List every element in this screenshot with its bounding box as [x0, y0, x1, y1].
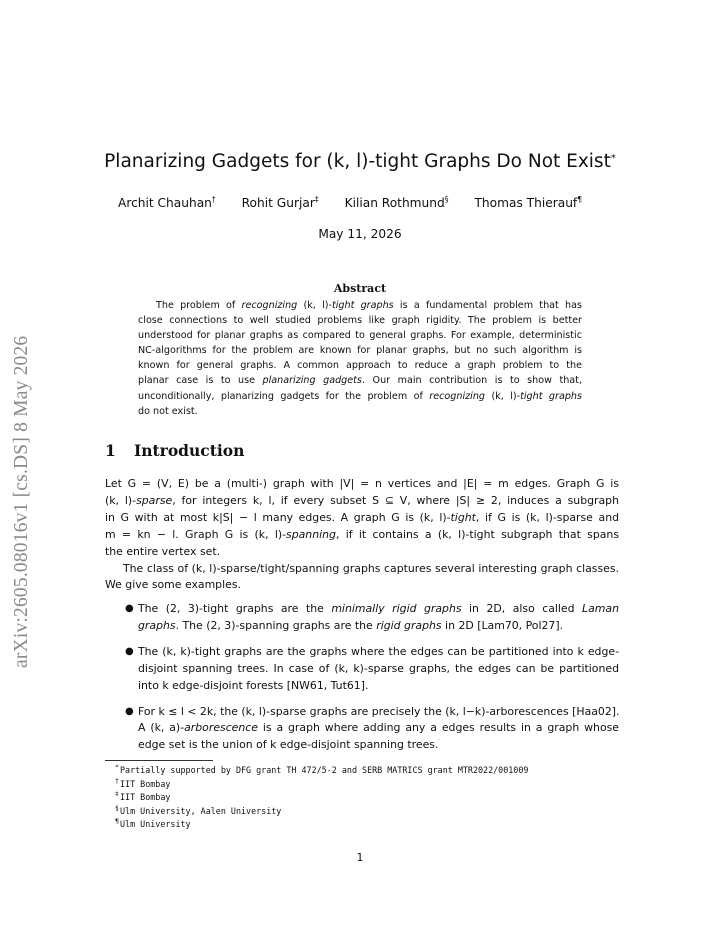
footnote-text: Partially supported by DFG grant TH 472/5-2 and SERB MATRICS grant MTR2022/001009: [120, 765, 529, 775]
author: [242, 195, 319, 210]
emphasized-term: arborescence: [184, 721, 258, 735]
body-line: Let G = (V, E) be a (multi-) graph with |V| = n vertices and |E| = m edges. Graph G is: [105, 477, 619, 490]
emphasized-term: tight graphs: [520, 390, 582, 402]
emphasized-term: recognizing: [241, 300, 298, 311]
footnotes: [115, 763, 620, 832]
footnote-text: IIT Bombay: [120, 792, 171, 803]
emphasized-term: spanning: [286, 527, 336, 541]
footnote: [115, 790, 620, 805]
abstract-line: close connections to well studied problems like graph rigidity. The problem is better: [138, 315, 582, 327]
abstract-body: [138, 298, 582, 419]
footnote-divider: [105, 760, 213, 761]
footnote: [115, 763, 620, 778]
author-footnote-mark: §: [444, 195, 449, 204]
emphasized-term: tight graphs: [331, 300, 394, 311]
emphasized-term: graphs: [138, 618, 176, 632]
paper-title: [0, 151, 720, 172]
author-footnote-mark: ¶: [577, 195, 583, 204]
body-line: the entire vertex set.: [105, 544, 221, 558]
author-list: [118, 195, 618, 210]
emphasized-term: tight: [450, 510, 476, 524]
emphasized-term: minimally rigid graphs: [331, 602, 462, 615]
footnote-text: IIT Bombay: [120, 778, 171, 789]
section-number: 1: [105, 441, 116, 460]
emphasized-term: planarizing gadgets: [262, 375, 362, 387]
author-footnote-mark: ‡: [314, 195, 319, 204]
body-line: (k, l)-sparse, for integers k, l, if every subset S ⊆ V, where |S| ≥ 2, induces a subgraph: [105, 493, 619, 507]
author: [345, 195, 449, 210]
author: [474, 195, 582, 210]
emphasized-term: sparse: [136, 493, 173, 507]
footnote-mark: ‡: [115, 790, 119, 799]
footnote: [115, 803, 620, 819]
abstract-line: planar case is to use planarizing gadgets. Our main contribution is to show that,: [138, 375, 582, 387]
abstract-line: known for general graphs. A common approach to reduce a graph problem to the: [138, 360, 582, 372]
list-line: For k ≤ l < 2k, the (k, l)-sparse graphs are precisely the (k, l−k)-arborescences [Haa02].: [138, 704, 620, 718]
list-line: The (k, k)-tight graphs are the graphs where the edges can be partitioned into k edge-: [138, 644, 619, 658]
author-name: Archit Chauhan: [118, 196, 212, 210]
list-item: [105, 704, 619, 755]
list-line: The (2, 3)-tight graphs are the minimally rigid graphs in 2D, also called Laman: [138, 602, 619, 615]
footnote-mark: ¶: [115, 817, 119, 826]
footnote: [115, 776, 620, 792]
list-item: [105, 601, 619, 635]
list-line: A (k, a)-arborescence is a graph where adding any a edges results in a graph whose: [138, 721, 619, 735]
footnote-text: Ulm University, Aalen University: [120, 805, 282, 816]
list-line: edge set is the union of k edge-disjoint spanning trees.: [138, 738, 439, 752]
body-line: in G with at most k|S| − l many edges. A graph G is (k, l)-tight, if G is (k, l)-sparse and: [105, 510, 620, 524]
emphasized-term: recognizing: [429, 390, 485, 402]
paper-title-text: Planarizing Gadgets for (k, l)-tight Graphs Do Not Exist: [104, 151, 611, 172]
body-line: We give some examples.: [105, 578, 241, 592]
publication-date: May 11, 2026: [318, 227, 402, 241]
footnote-mark: †: [115, 776, 119, 785]
abstract-line: understood for planar graphs as compared to general graphs. For example, deterministic: [138, 330, 582, 342]
emphasized-term: rigid graphs: [376, 618, 442, 632]
abstract-line: unconditionally, planarizing gadgets for the problem of recognizing (k, l)-tight graphs: [138, 390, 582, 402]
section-title: Introduction: [134, 441, 245, 460]
introduction-paragraphs: [105, 476, 619, 594]
example-list: [105, 601, 619, 763]
list-item: [105, 644, 619, 695]
author-name: Kilian Rothmund: [344, 196, 445, 210]
bullet-marker: ●: [125, 705, 134, 717]
abstract-line: NC-algorithms for the problem are known for planar graphs, but no such algorithm is: [138, 345, 582, 357]
list-line: disjoint spanning trees. In case of (k, k)-sparse graphs, the edges can be partitioned: [138, 661, 619, 675]
author-footnote-mark: †: [211, 195, 216, 204]
author-name: Thomas Thierauf: [474, 196, 578, 210]
footnote-text: Ulm University: [120, 819, 191, 830]
arxiv-identifier-stamp: arXiv:2605.08016v1 [cs.DS] 8 May 2026: [11, 335, 32, 668]
abstract-line: do not exist.: [138, 405, 198, 417]
emphasized-term: Laman: [582, 602, 619, 615]
page-number: 1: [356, 851, 364, 864]
author: [118, 195, 216, 210]
section-heading: [105, 441, 244, 460]
list-line: into k edge-disjoint forests [NW61, Tut61].: [138, 678, 369, 692]
list-line: graphs. The (2, 3)-spanning graphs are the rigid graphs in 2D [Lam70, Pol27].: [138, 618, 564, 632]
abstract-line: The problem of recognizing (k, l)-tight graphs is a fundamental problem that has: [156, 300, 582, 311]
author-name: Rohit Gurjar: [241, 196, 315, 210]
footnote: [115, 817, 620, 832]
title-footnote-mark: *: [610, 153, 616, 164]
body-line: The class of (k, l)-sparse/tight/spanning graphs captures several interesting graph classes.: [123, 561, 619, 575]
footnote-mark: §: [115, 803, 119, 812]
body-line: m = kn − l. Graph G is (k, l)-spanning, if it contains a (k, l)-tight subgraph that spans: [105, 527, 619, 541]
abstract-heading: Abstract: [333, 282, 387, 295]
bullet-marker: ●: [125, 603, 134, 614]
bullet-marker: ●: [125, 645, 134, 657]
footnote-mark: *: [115, 763, 119, 771]
